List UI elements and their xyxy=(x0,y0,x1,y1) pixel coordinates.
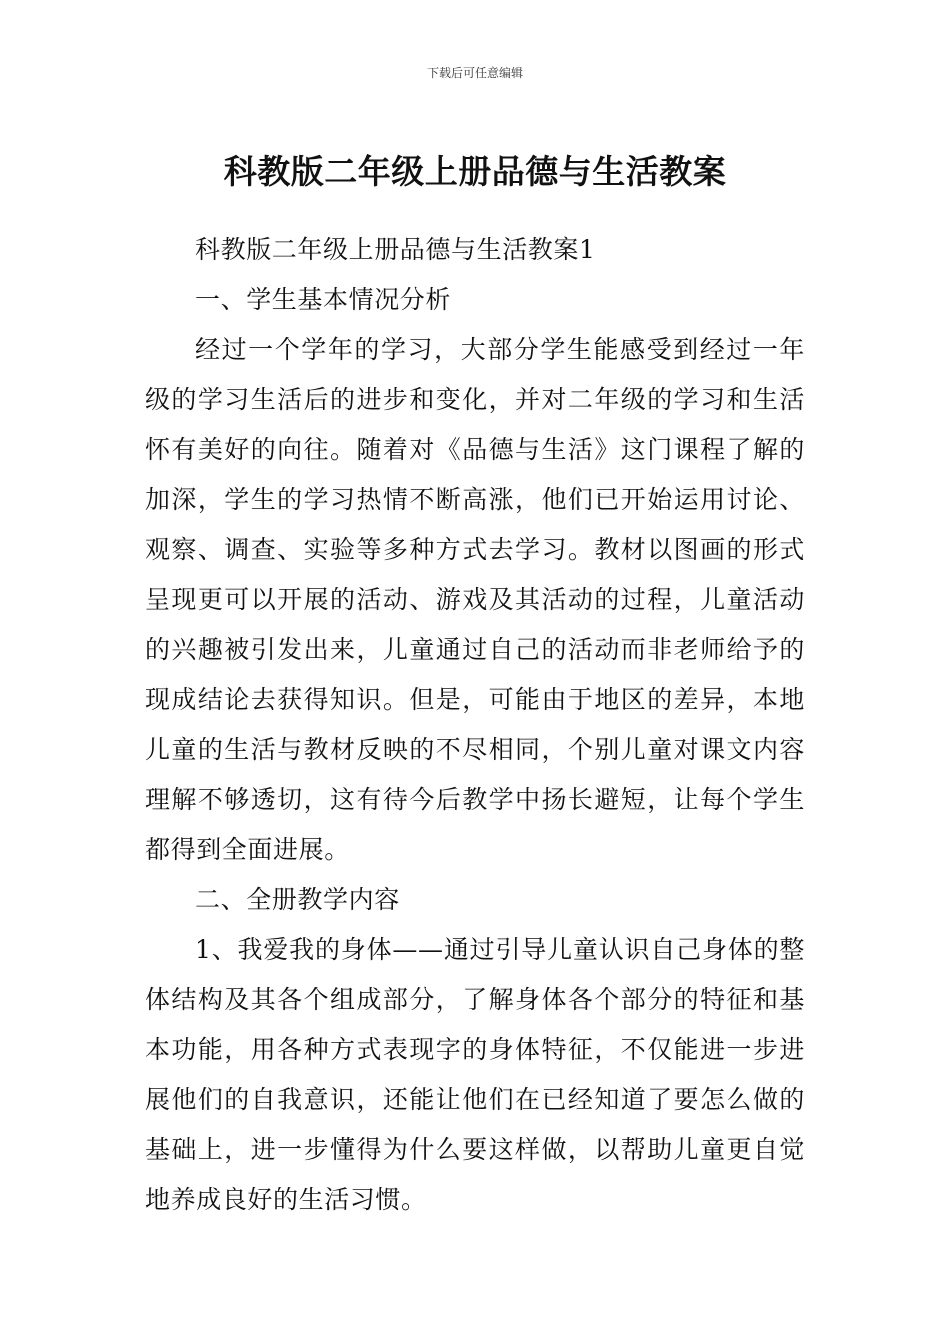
section-heading-lesson-1: 科教版二年级上册品德与生活教案1 xyxy=(195,235,596,264)
paragraph-student-analysis: 经过一个学年的学习，大部分学生能感受到经过一年级的学习生活后的进步和变化，并对二年级的学习和生活怀有美好的向往。随着对《品德与生活》这门课程了解的加深，学生的学习热情不断高涨，他们已开始运用讨论、观察、调查、实验等多种方式去学习。教材以图画的形式呈现更可以开展的活动、游戏及其活动的过程，儿童活动的兴趣被引发出来，儿童通过自己的活动而非老师给予的现成结论去获得知识。但是，可能由于地区的差异，本地儿童的生活与教材反映的不尽相同，个别儿童对课文内容理解不够透切，这有待今后教学中扬长避短，让每个学生都得到全面进展。 xyxy=(145,335,805,864)
document-title: 科教版二年级上册品德与生活教案 xyxy=(223,152,727,192)
document-body xyxy=(145,225,805,1225)
section-heading-student-analysis: 一、学生基本情况分析 xyxy=(195,285,452,314)
section-heading-teaching-content: 二、全册教学内容 xyxy=(195,885,400,914)
paragraph-teaching-content-1: 1、我爱我的身体——通过引导儿童认识自己身体的整体结构及其各个组成部分，了解身体各个部分的特征和基本功能，用各种方式表现字的身体特征，不仅能进一步进展他们的自我意识，还能让他们在已经知道了要怎么做的基础上，进一步懂得为什么要这样做，以帮助儿童更自觉地养成良好的生活习惯。 xyxy=(145,935,805,1214)
header-note: 下载后可任意编辑 xyxy=(426,66,523,80)
